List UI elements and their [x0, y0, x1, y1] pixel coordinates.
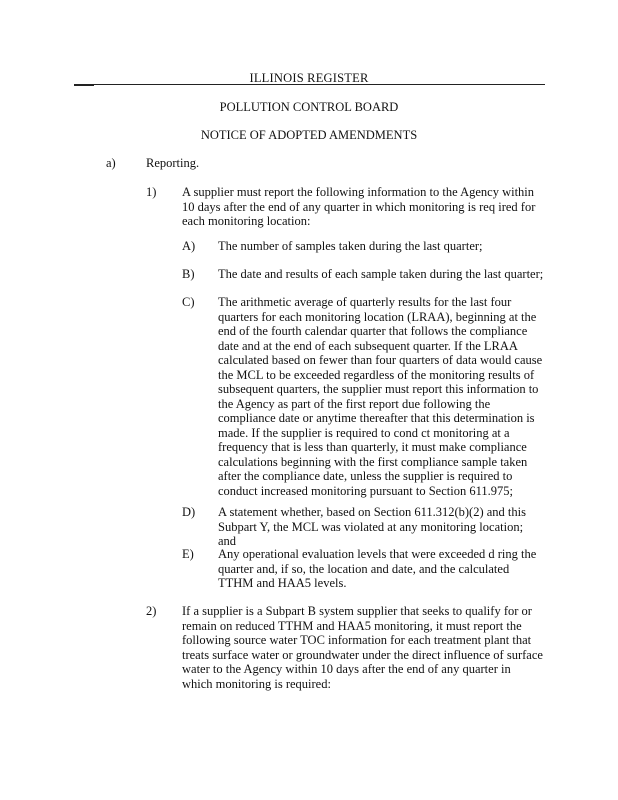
- subitem-a-text: The number of samples taken during the last quarter;: [218, 239, 483, 253]
- section-a-title: Reporting.: [146, 156, 200, 170]
- subitem-c-label: C): [182, 295, 195, 309]
- subitem-d-text: A statement whether, based on Section 611.312(b)(2) and this Subpart Y, the MCL was violated at any monitoring location; and: [218, 505, 526, 548]
- subitem-b-text: The date and results of each sample taken during the last quarter;: [218, 267, 544, 281]
- subitem-d-label: D): [182, 505, 196, 519]
- board-title: POLLUTION CONTROL BOARD: [219, 100, 399, 114]
- subitem-a-label: A): [182, 239, 196, 253]
- item-1-label: 1): [146, 185, 157, 199]
- item-2-label: 2): [146, 604, 157, 618]
- subitem-b-label: B): [182, 267, 195, 281]
- subitem-e-text: Any operational evaluation levels that were exceeded d ring the quarter and, if so, the location and date, and the calculated TTHM and HAA5 levels.: [218, 547, 537, 590]
- subitem-c-text: The arithmetic average of quarterly results for the last four quarters for each monitoring location (LRAA), beginning at the end of the fourth calendar quarter that follows the compliance date and at the end of each subsequent quarter. If the LRAA calculated based on fewer than four quarters of data would cause the MCL to be exceeded regardless of the monitoring results of subsequent quarters, the supplier must report this information to the Agency as part of the first report due following the compliance date or anytime thereafter that this determination is made. If the supplier is required to cond ct monitoring at a frequency that is less than quarterly, it must make compliance calculations beginning with the first compliance sample taken after the compliance date, unless the supplier is required to conduct increased monitoring pursuant to Section 611.975;: [218, 295, 543, 498]
- item-2-text: If a supplier is a Subpart B system supplier that seeks to qualify for or remain on reduced TTHM and HAA5 monitoring, it must report the following source water TOC information for each treatment plant that treats surface water or groundwater under the direct influence of surface water to the Agency within 10 days after the end of any quarter in which monitoring is required:: [182, 604, 543, 691]
- item-1-text: A supplier must report the following information to the Agency within 10 days after the end of any quarter in which monitoring is req ired for each monitoring location:: [182, 185, 536, 228]
- header-rule: [74, 84, 545, 85]
- header-tick-rule: [74, 85, 94, 86]
- subitem-e-label: E): [182, 547, 194, 561]
- section-a-label: a): [106, 156, 116, 170]
- register-header: ILLINOIS REGISTER: [249, 71, 369, 85]
- notice-title: NOTICE OF ADOPTED AMENDMENTS: [200, 128, 418, 142]
